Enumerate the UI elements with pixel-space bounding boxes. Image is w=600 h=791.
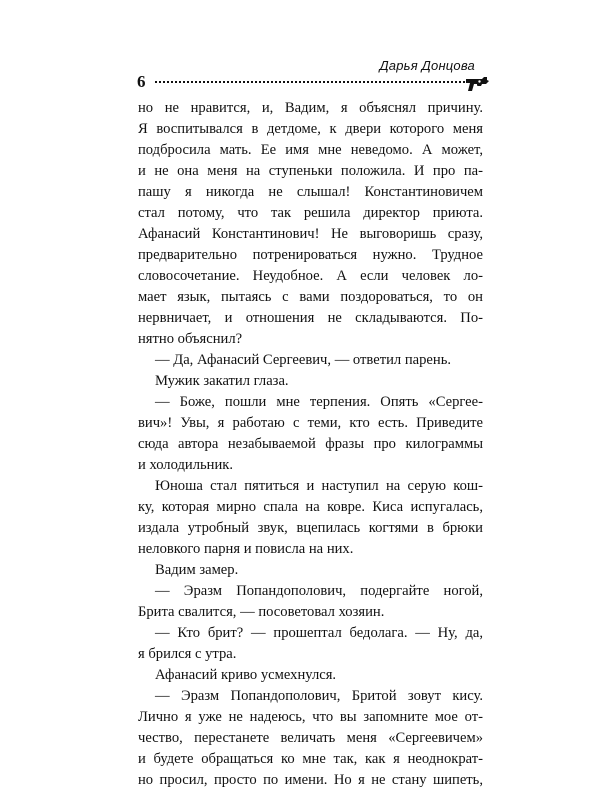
text-line: вич»! Увы, я работаю с теми, кто есть. Приведите bbox=[138, 415, 483, 431]
text-line: но не нравится, и, Вадим, я объяснял причину. bbox=[138, 100, 483, 116]
text-line: Вадим замер. bbox=[155, 562, 239, 578]
text-line: предварительно потренироваться нужно. Трудное bbox=[138, 247, 483, 263]
text-line: пашу я никогда не слышал! Константиновичем bbox=[138, 184, 483, 200]
text-line: Я воспитывался в детдоме, к двери которого меня bbox=[138, 121, 483, 137]
text-line: сюда автора незабываемой фразы про килограммы bbox=[138, 436, 483, 452]
text-line: — Боже, пошли мне терпения. Опять «Сергее- bbox=[155, 394, 483, 410]
text-line: Афанасий Константинович! Не выговоришь сразу, bbox=[138, 226, 483, 242]
text-line: — Эразм Попандополович, Бритой зовут кису. bbox=[155, 688, 483, 704]
text-line: — Кто брит? — прошептал бедолага. — Ну, да, bbox=[155, 625, 483, 641]
text-line: Юноша стал пятиться и наступил на серую кош- bbox=[155, 478, 483, 494]
running-header bbox=[137, 60, 487, 100]
text-line: и холодильник. bbox=[138, 457, 233, 473]
text-line: и не она меня на ступеньки положила. И про па- bbox=[138, 163, 483, 179]
text-line: — Да, Афанасий Сергеевич, — ответил парень. bbox=[155, 352, 451, 368]
text-line: издала утробный звук, вцепилась когтями в брюки bbox=[138, 520, 483, 536]
text-line: стал потому, что так решила директор приюта. bbox=[138, 205, 483, 221]
text-line: словосочетание. Неудобное. А если человек ло- bbox=[138, 268, 483, 284]
text-line: нервничает, и отношения не складываются. По- bbox=[138, 310, 483, 326]
text-line: и будете обращаться ко мне так, как я неоднократ- bbox=[138, 751, 483, 767]
text-line: Брита свалится, — посоветовал хозяин. bbox=[138, 604, 385, 620]
page-number: 6 bbox=[137, 72, 146, 91]
text-line: — Эразм Попандополович, подергайте ногой, bbox=[155, 583, 483, 599]
text-line: Афанасий криво усмехнулся. bbox=[155, 667, 337, 683]
revolver-icon bbox=[465, 74, 491, 94]
text-line: ку, которая мирно спала на ковре. Киса испугалась, bbox=[138, 499, 483, 515]
text-line: но просил, просто по имени. Но я не стану шипеть, bbox=[138, 772, 483, 788]
running-header-author: Дарья Донцова bbox=[379, 58, 475, 73]
text-line: Мужик закатил глаза. bbox=[155, 373, 289, 389]
text-line: чество, перестанете величать меня «Сергеевичем» bbox=[138, 730, 483, 746]
dotted-leader-rule bbox=[155, 81, 473, 83]
text-line: мает язык, пытаясь с вами поздороваться, то он bbox=[138, 289, 483, 305]
text-line: подбросила мать. Ее имя мне неведомо. А может, bbox=[138, 142, 483, 158]
text-line: нятно объяснил? bbox=[138, 331, 243, 347]
text-line: неловкого парня и повисла на них. bbox=[138, 541, 354, 557]
text-line: Лично я уже не надеюсь, что вы запомните мое от- bbox=[138, 709, 483, 725]
text-line: я брился с утра. bbox=[138, 646, 237, 662]
body-text bbox=[138, 98, 483, 791]
